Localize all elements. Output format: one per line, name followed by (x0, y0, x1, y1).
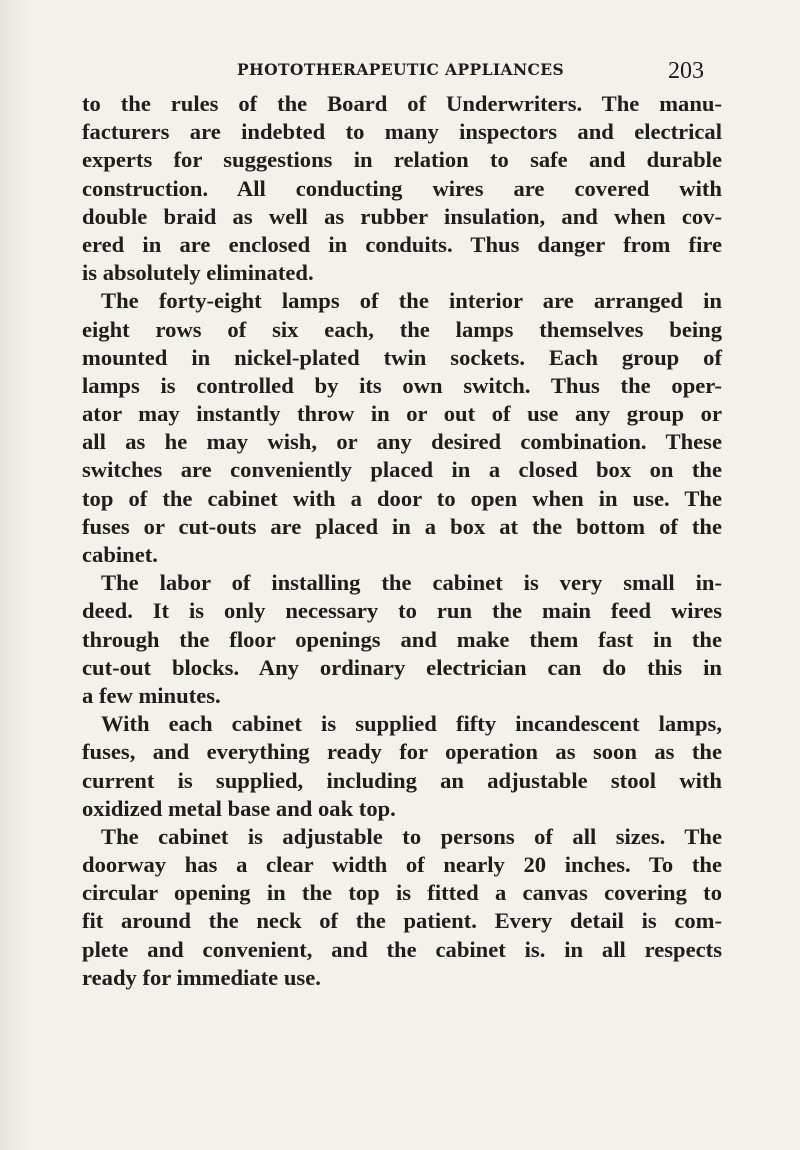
text-line: The cabinet is adjustable to persons of all sizes. The (101, 823, 722, 849)
text-line: The labor of installing the cabinet is very small in- (101, 570, 722, 596)
text-line: is absolutely eliminated. (82, 260, 314, 286)
text-line: facturers are indebted to many inspectors and electrical (82, 119, 722, 145)
text-line: a few minutes. (82, 682, 221, 708)
text-line: ator may instantly throw in or out of use any group or (82, 401, 722, 427)
text-line: top of the cabinet with a door to open when in use. The (82, 485, 722, 511)
text-line: to the rules of the Board of Underwriters. The manu- (82, 91, 722, 116)
text-line: oxidized metal base and oak top. (82, 795, 396, 821)
paragraph (82, 569, 722, 710)
text-line: plete and convenient, and the cabinet is. in all respects (82, 936, 722, 962)
text-line: ered in are enclosed in conduits. Thus danger from fire (82, 231, 722, 257)
text-line: deed. It is only necessary to run the main feed wires (82, 598, 722, 624)
text-line: through the floor openings and make them fast in the (82, 626, 722, 652)
text-line: ready for immediate use. (82, 964, 321, 990)
page-gutter-shadow (0, 0, 30, 1150)
text-line: switches are conveniently placed in a closed box on the (82, 457, 722, 483)
text-line: circular opening in the top is fitted a canvas covering to (82, 880, 722, 906)
text-line: eight rows of six each, the lamps themselves being (82, 316, 722, 342)
paragraph (82, 823, 722, 992)
page-header (0, 58, 800, 88)
text-line: The forty-eight lamps of the interior are arranged in (101, 288, 722, 314)
text-line: With each cabinet is supplied fifty incandescent lamps, (101, 711, 722, 737)
text-line: construction. All conducting wires are covered with (82, 175, 722, 201)
text-line: cut-out blocks. Any ordinary electrician can do this in (82, 654, 722, 680)
text-line: doorway has a clear width of nearly 20 inches. To the (82, 852, 722, 878)
text-line: fit around the neck of the patient. Every detail is com- (82, 908, 722, 934)
paragraph (82, 710, 722, 823)
running-title: PHOTOTHERAPEUTIC APPLIANCES (237, 60, 565, 79)
text-line: double braid as well as rubber insulation, and when cov- (82, 203, 722, 229)
text-line: fuses or cut-outs are placed in a box at the bottom of the (82, 513, 722, 539)
text-line: mounted in nickel-plated twin sockets. Each group of (82, 344, 722, 370)
paragraph (82, 90, 722, 287)
text-line: experts for suggestions in relation to safe and durable (82, 147, 722, 173)
paragraph (82, 287, 722, 569)
text-line: all as he may wish, or any desired combination. These (82, 429, 722, 455)
text-line: cabinet. (82, 542, 158, 567)
text-line: fuses, and everything ready for operation as soon as the (82, 739, 722, 765)
page-number: 203 (668, 58, 704, 84)
body-text (82, 90, 722, 992)
text-line: current is supplied, including an adjustable stool with (82, 767, 722, 793)
text-line: lamps is controlled by its own switch. Thus the oper- (82, 372, 722, 398)
